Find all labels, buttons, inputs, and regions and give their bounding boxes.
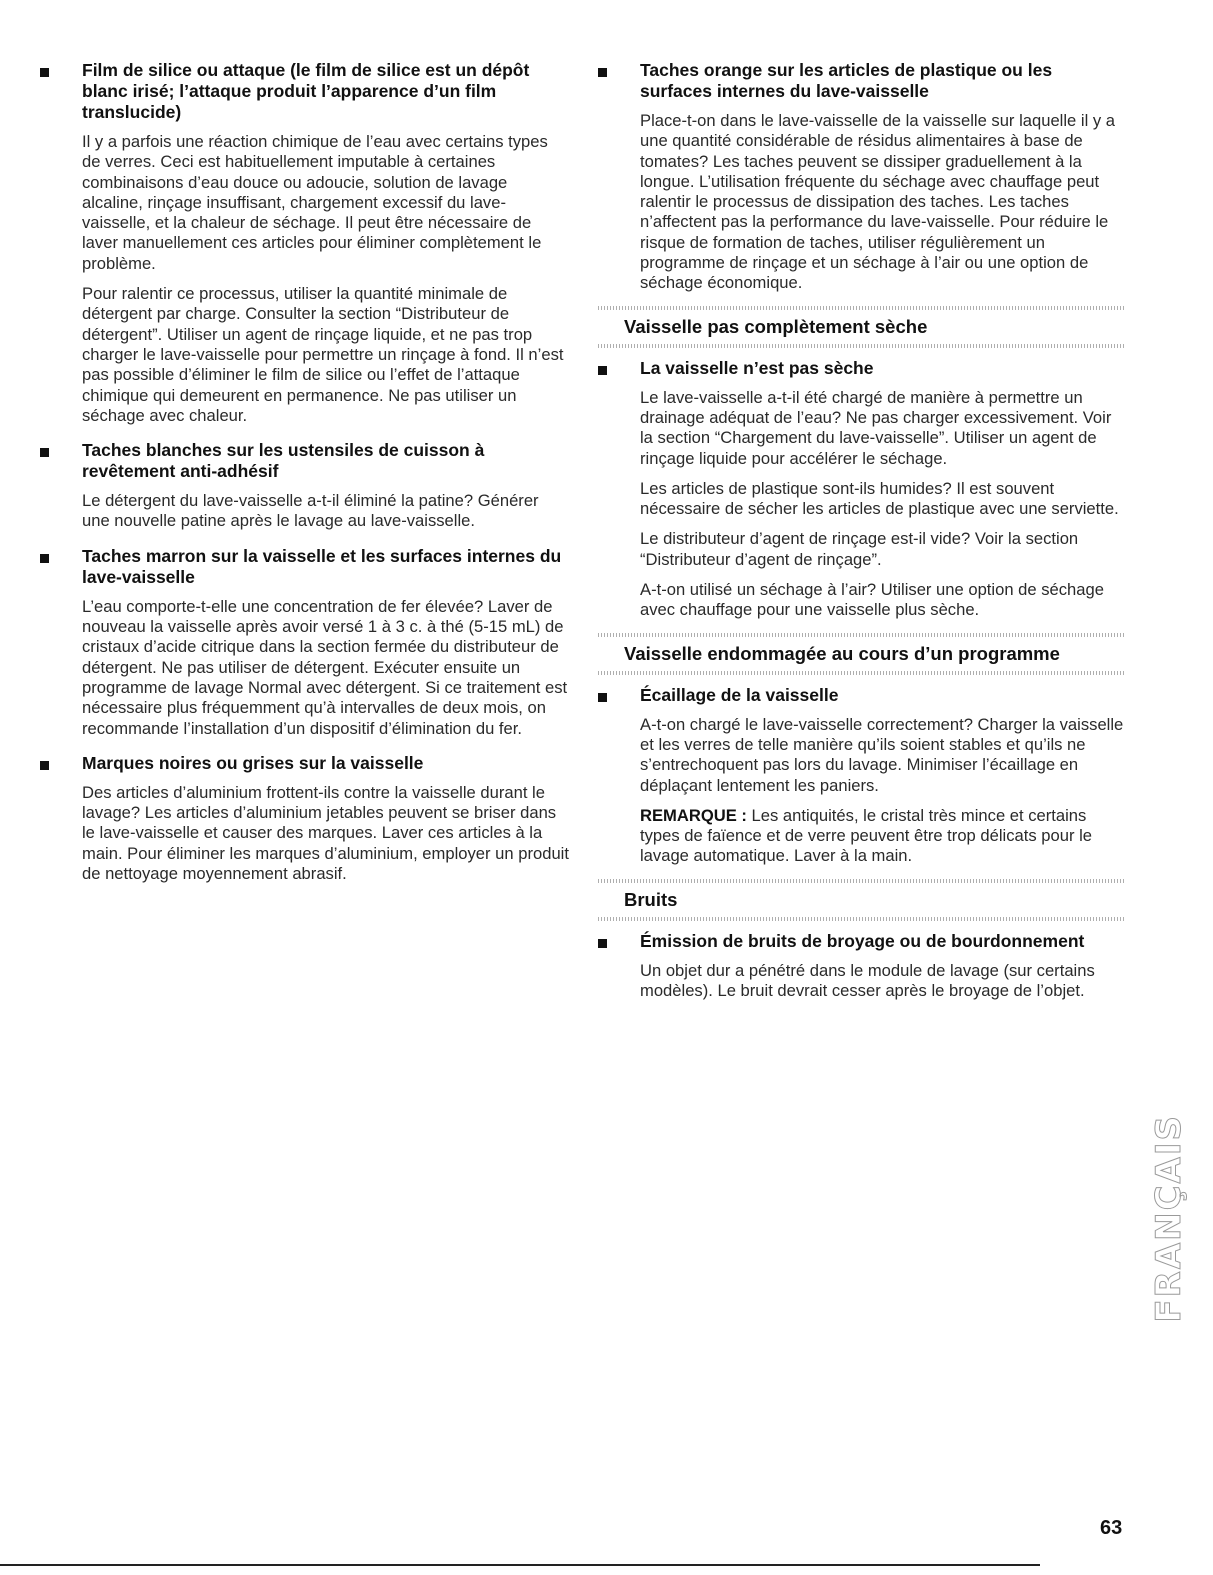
issue-paragraph: Place-t-on dans le lave-vaisselle de la vaisselle sur laquelle il y a une quantité considérable de résidus alimentaires à base de tomates? Les taches peuvent se dissiper graduellement à la longue. L’utilisation fréquente du séchage avec chauffage peut ralentir le processus de dissipation des taches. Les taches n’affectent pas la performance du lave-vaisselle. Pour réduire le risque de formation de taches, utiliser régulièrement un programme de rinçage et un séchage à l’air ou une option de séchage économique. [640,111,1116,293]
issue-paragraph: Pour ralentir ce processus, utiliser la quantité minimale de détergent par charge. Consulter la section “Distributeur de détergent”. Utiliser un agent de rinçage liquide, et ne pas trop charger le lave-vaisselle pour permettre un rinçage à fond. Il n’est pas possible d’éliminer le film de silice ou l’effet de l’attaque chimique qui demeurent en permanence. Ne pas utiliser un séchage avec chaleur. [82,284,564,425]
issue-paragraph: A-t-on chargé le lave-vaisselle correctement? Charger la vaisselle et les verres de telle manière qu’ils soient stables et qu’ils ne s’entrechoquent pas lors du lavage. Minimiser l’écaillage en déplaçant lentement les paniers. [640,714,1124,795]
issue-silica-film [40,60,570,426]
note-paragraph [640,806,1126,867]
issue-paragraph: A-t-on utilisé un séchage à l’air? Utiliser une option de séchage avec chauffage pour une vaisselle plus sèche. [640,580,1104,620]
square-bullet-icon [598,693,607,702]
issue-brown-stains [40,546,570,739]
language-side-tab [1148,1078,1190,1358]
square-bullet-icon [40,554,49,563]
square-bullet-icon [598,68,607,77]
issue-chipping [598,685,1126,867]
right-column [598,60,1126,1013]
section-dishes-not-dry [598,306,1126,348]
section-heading: Vaisselle pas complètement sèche [624,315,928,337]
section-heading: Bruits [624,888,678,910]
issue-paragraph: L’eau comporte-t-elle une concentration de fer élevée? Laver de nouveau la vaisselle après avoir versé 1 à 3 c. à thé (5-15 mL) de cristaux d’acide citrique dans la section fermée du distributeur de détergent. Ne pas utiliser de détergent. Exécuter ensuite un programme de lavage Normal avec détergent. Si ce traitement est nécessaire plus fréquemment qu’à intervalles de deux mois, on recommande l’installation d’un dispositif d’élimination du fer. [82,596,568,738]
left-column [40,60,570,898]
issue-orange-stains [598,60,1126,294]
note-label: REMARQUE : [640,805,747,825]
issue-paragraph: Un objet dur a pénétré dans le module de lavage (sur certains modèles). Le bruit devrait cesser après le broyage de l’objet. [640,960,1095,1001]
issue-title: La vaisselle n’est pas sèche [640,357,874,378]
issue-title: Taches marron sur la vaisselle et les surfaces internes du lave-vaisselle [82,545,562,587]
dotted-rule [598,917,1126,921]
issue-title: Marques noires ou grises sur la vaisselle [82,752,424,773]
issue-paragraph: Le détergent du lave-vaisselle a-t-il éliminé la patine? Générer une nouvelle patine après le lavage au lave-vaisselle. [82,491,539,531]
note-text: Les antiquités, le cristal très mince et certains types de faïence et de verre peuvent être trop délicats pour le lavage automatique. Laver à la main. [640,805,1092,866]
square-bullet-icon [40,448,49,457]
square-bullet-icon [40,68,49,77]
issue-paragraph: Le lave-vaisselle a-t-il été chargé de manière à permettre un drainage adéquat de l’eau? Ne pas charger excessivement. Voir la section “Chargement du lave-vaisselle”. Utiliser un agent de rinçage liquide pour accélérer le séchage. [640,387,1112,468]
issue-title: Taches blanches sur les ustensiles de cuisson à revêtement anti-adhésif [82,440,485,482]
issue-grinding-noise [598,931,1126,1002]
issue-paragraph: Des articles d’aluminium frottent-ils contre la vaisselle durant le lavage? Les articles d’aluminium jetables peuvent se briser dans le lave-vaisselle et causer des marques. Laver ces articles à la main. Pour éliminer les marques d’aluminium, employer un produit de nettoyage moyennement abrasif. [82,782,569,884]
issue-title: Émission de bruits de broyage ou de bourdonnement [640,930,1085,951]
issue-paragraph: Le distributeur d’agent de rinçage est-il vide? Voir la section “Distributeur d’agent de rinçage”. [640,529,1079,569]
section-noises [598,879,1126,921]
square-bullet-icon [598,939,607,948]
footer-rule [0,1564,1040,1566]
dotted-rule [598,671,1126,675]
issue-not-dry [598,358,1126,621]
language-label: FRANÇAIS [1149,1113,1189,1323]
issue-title: Écaillage de la vaisselle [640,684,839,705]
issue-black-marks [40,753,570,884]
dotted-rule [598,344,1126,348]
issue-paragraph: Les articles de plastique sont-ils humides? Il est souvent nécessaire de sécher les articles de plastique avec une serviette. [640,478,1119,519]
section-heading: Vaisselle endommagée au cours d’un programme [624,642,1060,664]
issue-title: Taches orange sur les articles de plastique ou les surfaces internes du lave-vaisselle [640,60,1053,101]
dotted-rule [598,306,1126,310]
section-damaged-dishes [598,633,1126,675]
issue-paragraph: Il y a parfois une réaction chimique de l’eau avec certains types de verres. Ceci est habituellement imputable à certaines combinaisons d’eau douce ou adoucie, solution de lavage alcaline, rinçage insuffisant, chargement excessif du lave-vaisselle, et la chaleur de séchage. Il peut être nécessaire de laver manuellement ces articles pour éliminer complètement le problème. [82,132,548,273]
dotted-rule [598,879,1126,883]
dotted-rule [598,633,1126,637]
issue-title: Film de silice ou attaque (le film de silice est un dépôt blanc irisé; l’attaque produit l’apparence d’un film translucide) [82,60,530,122]
square-bullet-icon [598,366,607,375]
issue-white-spots [40,440,570,532]
square-bullet-icon [40,761,49,770]
page-number: 63 [1100,1517,1123,1539]
